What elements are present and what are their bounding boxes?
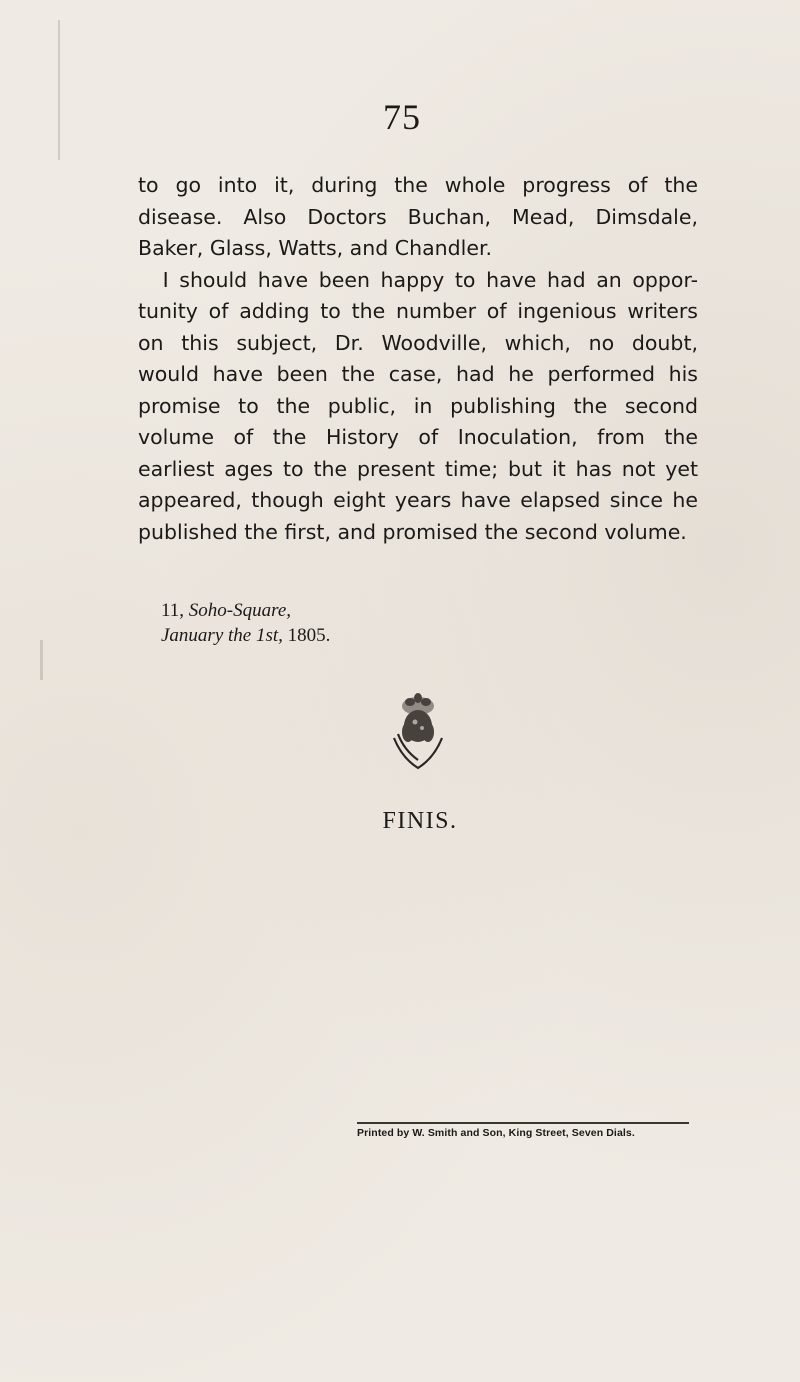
text-line: published the first, and promised the second volume. — [138, 519, 687, 544]
text-line: promise to the public, in publishing the second — [138, 393, 698, 418]
printer-imprint: Printed by W. Smith and Son, King Street, Seven Dials. — [357, 1127, 635, 1139]
address-place: Soho-Square, — [188, 600, 291, 621]
text-line: tunity of adding to the number of ingenious writers — [138, 299, 698, 323]
text-line: volume of the History of Inoculation, from the — [138, 425, 698, 449]
address-line — [161, 598, 330, 623]
text-line: appeared, though eight years have elapsed since he — [138, 488, 698, 512]
text-line: disease. Also Doctors Buchan, Mead, Dimsdale, — [138, 204, 698, 229]
date-the: the — [228, 625, 252, 646]
address-number: 11, — [161, 600, 185, 621]
text-line: I should have been happy to have had an oppor- — [162, 267, 698, 292]
date-day: 1st, — [255, 625, 283, 646]
page-edge-shadow — [40, 640, 43, 680]
text-line: to go into it, during the whole progress of the — [138, 173, 698, 197]
date-month: January — [161, 625, 224, 646]
text-line: Baker, Glass, Watts, and Chandler. — [138, 236, 493, 260]
floral-ornament-icon — [388, 688, 448, 778]
body-text — [138, 170, 698, 548]
text-line: would have been the case, had he performed his — [138, 362, 698, 386]
imprint-rule — [357, 1122, 689, 1124]
page-edge-shadow — [58, 20, 60, 160]
date-line — [161, 623, 330, 648]
text-line: earliest ages to the present time; but it has not yet — [138, 456, 698, 481]
date-year: 1805. — [287, 625, 331, 646]
signature-block — [161, 598, 330, 648]
finis-label: FINIS. — [382, 808, 458, 834]
text-line: on this subject, Dr. Woodville, which, no doubt, — [138, 330, 698, 355]
page-number: 75 — [383, 97, 421, 137]
